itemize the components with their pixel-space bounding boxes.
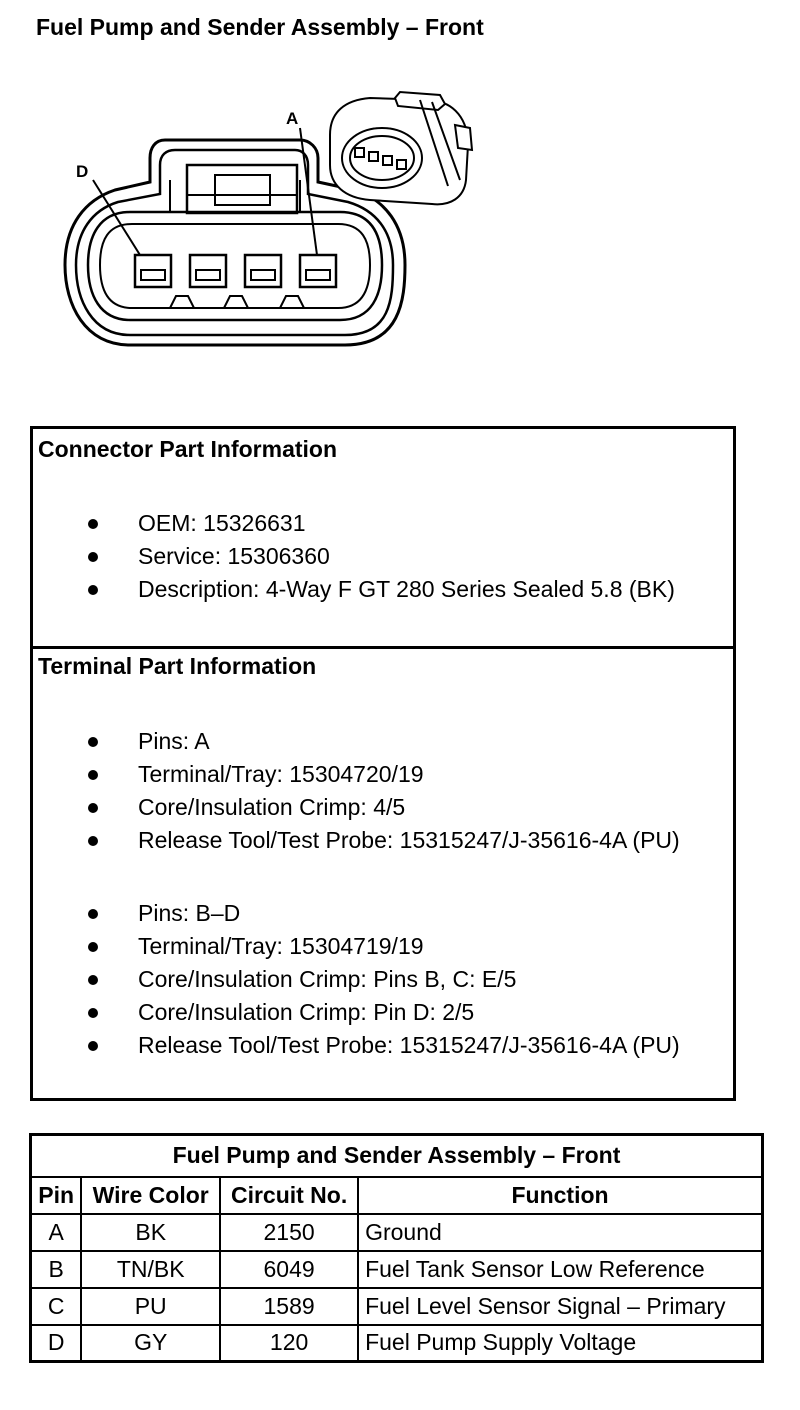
list-item: Description: 4-Way F GT 280 Series Sealed 5.8 (BK) [33, 573, 733, 606]
cell-circuit-no: 2150 [220, 1214, 358, 1251]
list-item: Core/Insulation Crimp: Pins B, C: E/5 [33, 963, 733, 996]
bullet-icon [88, 1008, 98, 1018]
cell-pin: B [31, 1251, 82, 1288]
pin-label-d: D [76, 162, 89, 181]
bullet-icon [88, 909, 98, 919]
table-row [31, 1288, 763, 1325]
pin-out-table [29, 1133, 764, 1363]
latch-tab [215, 175, 270, 205]
bullet-icon [88, 770, 98, 780]
terminal-cavity-b [245, 255, 281, 287]
terminal-info-group-2 [33, 897, 733, 1062]
cell-wire-color: GY [81, 1325, 220, 1362]
header-wire-color: Wire Color [81, 1177, 220, 1214]
keying-bump-1 [170, 296, 194, 308]
header-function: Function [358, 1177, 762, 1214]
cell-pin: C [31, 1288, 82, 1325]
terminal-info-heading: Terminal Part Information [38, 653, 317, 679]
cell-pin: A [31, 1214, 82, 1251]
leader-line-d [93, 180, 140, 255]
table-header-row [31, 1177, 763, 1214]
terminal-info-group-1 [33, 725, 733, 857]
connector-3d-illustration [330, 92, 472, 204]
list-item: Pins: B–D [33, 897, 733, 930]
terminal-cavity-a [300, 255, 336, 287]
list-item: Terminal/Tray: 15304719/19 [33, 930, 733, 963]
header-pin: Pin [31, 1177, 82, 1214]
cell-pin: D [31, 1325, 82, 1362]
list-item: Pins: A [33, 725, 733, 758]
table-row [31, 1325, 763, 1362]
cell-function: Fuel Pump Supply Voltage [358, 1325, 762, 1362]
list-item: Release Tool/Test Probe: 15315247/J-35616-4A (PU) [33, 824, 733, 857]
header-circuit-no: Circuit No. [220, 1177, 358, 1214]
bullet-icon [88, 1041, 98, 1051]
list-item: OEM: 15326631 [33, 507, 733, 540]
list-item: Release Tool/Test Probe: 15315247/J-35616-4A (PU) [33, 1029, 733, 1062]
connector-face-drawing [0, 0, 800, 400]
bullet-icon [88, 552, 98, 562]
list-item: Terminal/Tray: 15304720/19 [33, 758, 733, 791]
cell-circuit-no: 6049 [220, 1251, 358, 1288]
bullet-icon [88, 836, 98, 846]
connector-diagram [0, 0, 800, 400]
connector-info-heading: Connector Part Information [38, 436, 338, 462]
cell-circuit-no: 1589 [220, 1288, 358, 1325]
cell-circuit-no: 120 [220, 1325, 358, 1362]
cell-function: Fuel Level Sensor Signal – Primary [358, 1288, 762, 1325]
seal-ring-outer [88, 212, 382, 320]
table-caption: Fuel Pump and Sender Assembly – Front [31, 1135, 763, 1177]
list-item: Core/Insulation Crimp: Pin D: 2/5 [33, 996, 733, 1029]
keying-bump-2 [224, 296, 248, 308]
connector-info-list [33, 507, 733, 606]
cell-function: Ground [358, 1214, 762, 1251]
bullet-icon [88, 737, 98, 747]
cell-function: Fuel Tank Sensor Low Reference [358, 1251, 762, 1288]
bullet-icon [88, 942, 98, 952]
page-title: Fuel Pump and Sender Assembly – Front [36, 14, 484, 40]
bullet-icon [88, 803, 98, 813]
connector-part-information [33, 429, 733, 649]
bullet-icon [88, 519, 98, 529]
cell-wire-color: PU [81, 1288, 220, 1325]
bullet-icon [88, 585, 98, 595]
terminal-cavity-c [190, 255, 226, 287]
terminal-cavity-d [135, 255, 171, 287]
table-row [31, 1251, 763, 1288]
list-item: Core/Insulation Crimp: 4/5 [33, 791, 733, 824]
cell-wire-color: BK [81, 1214, 220, 1251]
pin-label-a: A [286, 109, 299, 128]
table-row [31, 1214, 763, 1251]
bullet-icon [88, 975, 98, 985]
keying-bump-3 [280, 296, 304, 308]
list-item: Service: 15306360 [33, 540, 733, 573]
cell-wire-color: TN/BK [81, 1251, 220, 1288]
part-information-box [30, 426, 736, 1101]
